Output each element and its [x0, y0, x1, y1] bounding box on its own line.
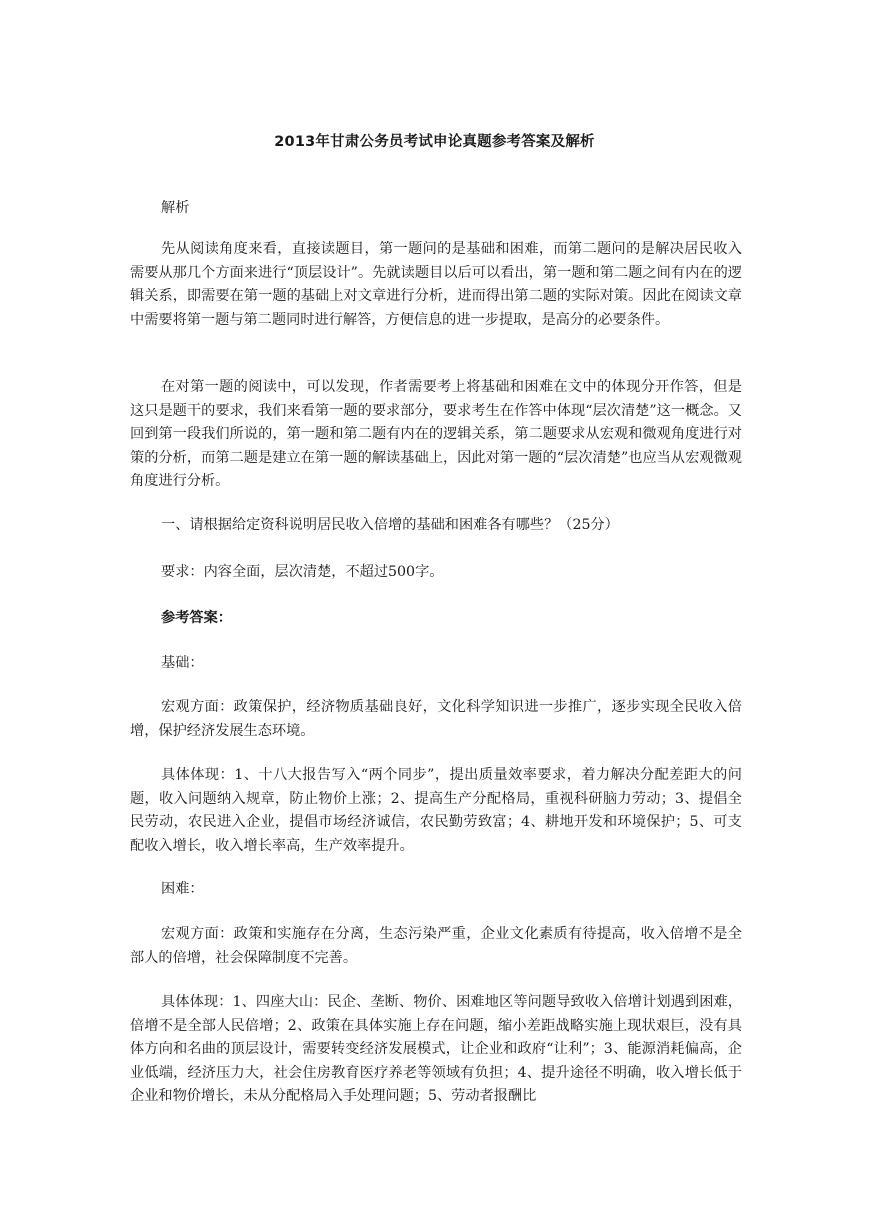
paragraph-analysis-1: 先从阅读角度来看，直接读题目，第一题问的是基础和困难，而第二题问的是解决居民收入需要从那几个方面来进行“顶层设计”。先就读题目以后可以看出，第一题和第二题之间有内在的逻辑关系，即需要在第一题的基础上对文章进行分析，进而得出第二题的实际对策。因此在阅读文章中需要将第一题与第二题同时进行解答，方便信息的进一步提取，是高分的必要条件。: [130, 241, 742, 328]
paragraph-difficulty-heading: 困难：: [161, 881, 204, 897]
document-title: 2013年甘肃公务员考试申论真题参考答案及解析: [274, 134, 595, 150]
paragraph-basis-details: 具体体现：1、十八大报告写入“两个同步”，提出质量效率要求，着力解决分配差距大的问题，收入问题纳入规章，防止物价上涨；2、提高生产分配格局，重视科研脑力劳动；3、提倡全民劳动，农民进入企业，提倡市场经济诚信，农民勤劳致富；4、耕地开发和环境保护；5、可支配收入增长，收入增长率高，生产效率提升。: [130, 767, 742, 854]
paragraph-analysis-heading: 解析: [161, 200, 190, 216]
paragraph-answer-heading: 参考答案：: [161, 610, 232, 626]
paragraph-requirement: 要求：内容全面，层次清楚，不超过500字。: [161, 564, 444, 580]
paragraph-analysis-2: 在对第一题的阅读中，可以发现，作者需要考上将基础和困难在文中的体现分开作答，但是这只是题干的要求，我们来看第一题的要求部分，要求考生在作答中体现“层次清楚”这一概念。又回到第一段我们所说的，第一题和第二题有内在的逻辑关系，第二题要求从宏观和微观角度进行对策的分析，而第二题是建立在第一题的解读基础上，因此对第一题的“层次清楚”也应当从宏观微观角度进行分析。: [130, 379, 742, 489]
paragraph-difficulty-details: 具体体现：1、四座大山：民企、垄断、物价、困难地区等问题导致收入倍增计划遇到困难，倍增不是全部人民倍增；2、政策在具体实施上存在问题，缩小差距战略实施上现状艰巨，没有具体方向和名曲的顶层设计，需要转变经济发展模式，让企业和政府“让利”；3、能源消耗偏高，企业低端，经济压力大，社会住房教育医疗养老等领域有负担；4、提升途径不明确，收入增长低于企业和物价增长，未从分配格局入手处理问题；5、劳动者报酬比: [130, 994, 742, 1104]
paragraph-basis-macro: 宏观方面：政策保护，经济物质基础良好，文化科学知识进一步推广，逐步实现全民收入倍增，保护经济发展生态环境。: [130, 699, 742, 739]
paragraph-question-1: 一、请根据给定资科说明居民收入倍增的基础和困难各有哪些？（25分）: [161, 517, 619, 533]
paragraph-basis-heading: 基础：: [161, 655, 204, 671]
paragraph-difficulty-macro: 宏观方面：政策和实施存在分离，生态污染严重，企业文化素质有待提高，收入倍增不是全部人的倍增，社会保障制度不完善。: [130, 926, 742, 966]
